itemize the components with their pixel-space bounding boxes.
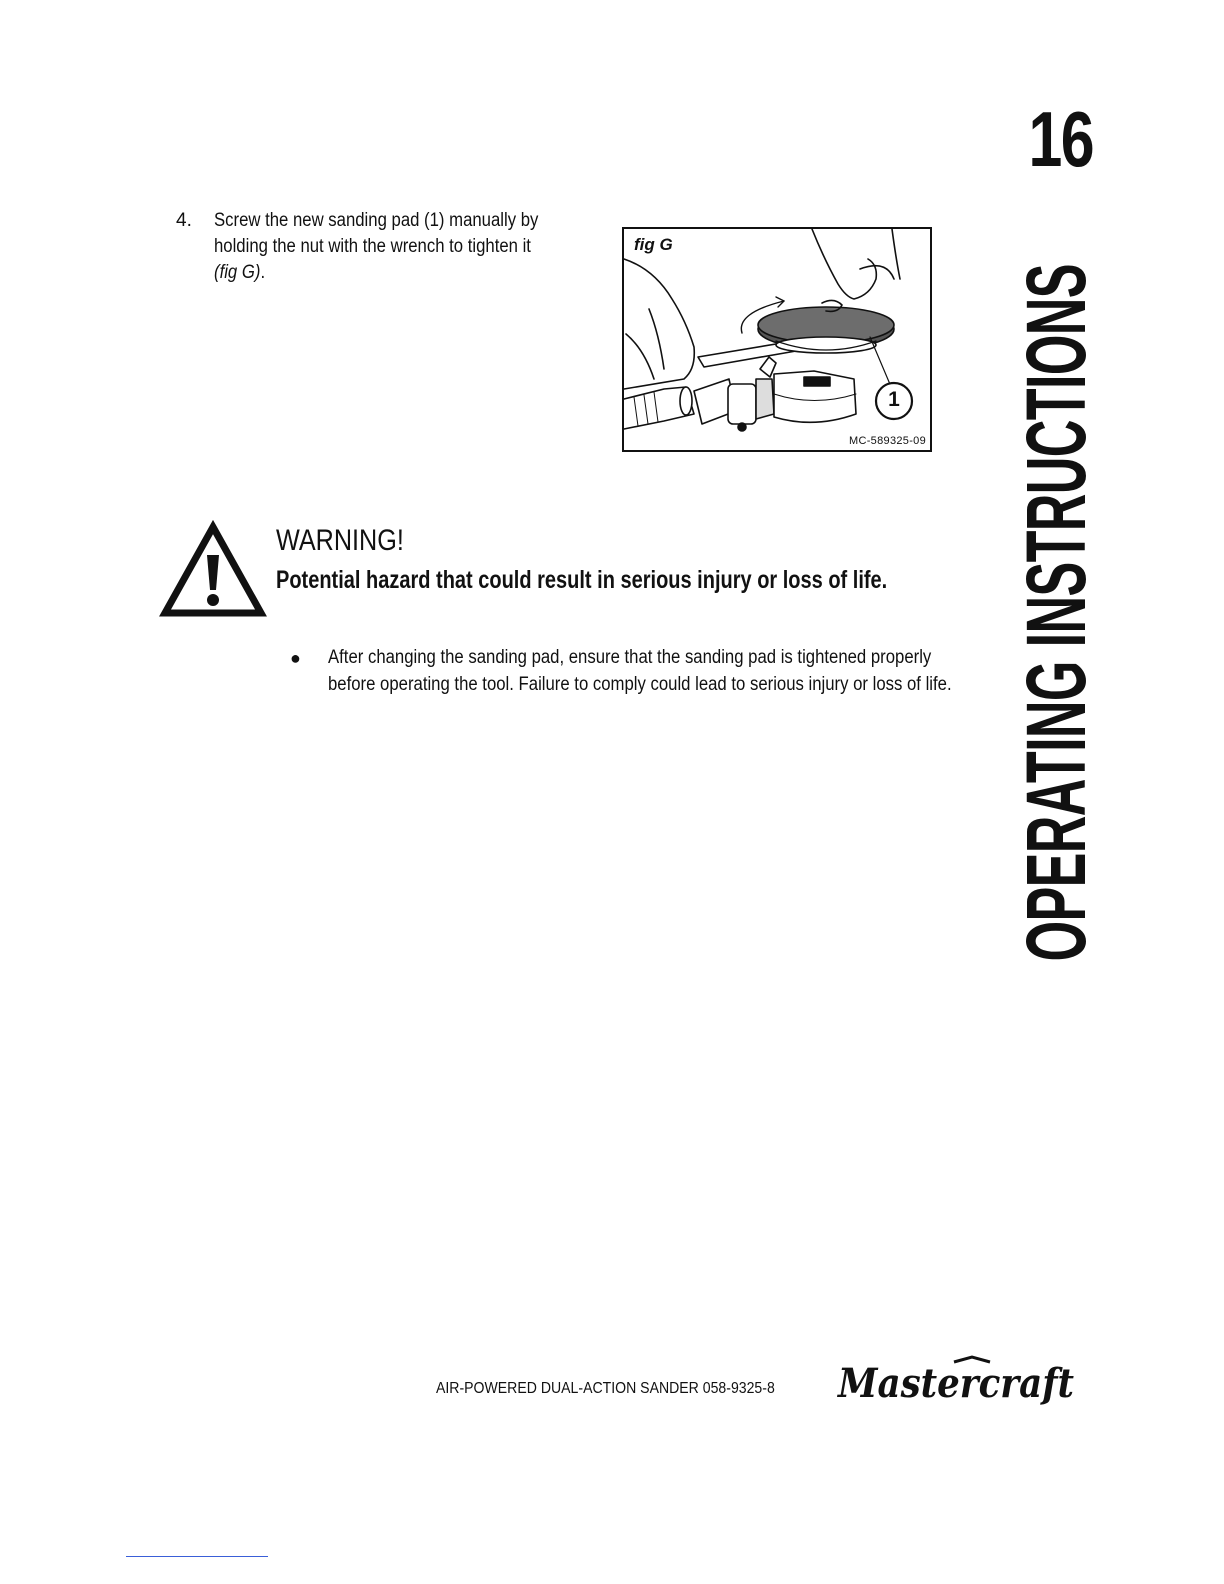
figure-label: fig G	[634, 235, 673, 254]
bullet-text: After changing the sanding pad, ensure that the sanding pad is tightened properly before operating the tool. Failure to comply could lead to serious injury or loss of life.	[328, 647, 952, 695]
svg-text:Mastercraft: Mastercraft	[836, 1360, 1075, 1407]
warning-heading: WARNING!	[276, 524, 404, 557]
footer-product-label: AIR-POWERED DUAL-ACTION SANDER 058-9325-8	[436, 1380, 775, 1397]
step-text: Screw the new sanding pad (1) manually by holding the nut with the wrench to tighten it	[214, 210, 539, 257]
figure-code: MC-589325-09	[849, 435, 926, 447]
figure-g	[622, 227, 932, 452]
bullet-icon: ●	[290, 648, 301, 668]
section-title: OPERATING INSTRUCTIONS	[1009, 264, 1103, 962]
part-callout-number: 1	[888, 388, 900, 411]
warning-triangle-icon	[160, 522, 266, 618]
sanding-pad-illustration	[624, 229, 934, 454]
step-text-block	[214, 208, 548, 286]
mastercraft-logo	[834, 1356, 1078, 1406]
bottom-divider	[126, 1556, 268, 1557]
instruction-step	[176, 208, 556, 286]
section-title-container	[1009, 264, 1103, 1175]
warning-subheading: Potential hazard that could result in serious injury or loss of life.	[276, 566, 888, 594]
step-number: 4.	[176, 210, 192, 231]
step-text-end: .	[260, 262, 266, 283]
page-number: 16	[1028, 95, 1093, 183]
figure-reference: (fig G)	[214, 262, 261, 283]
